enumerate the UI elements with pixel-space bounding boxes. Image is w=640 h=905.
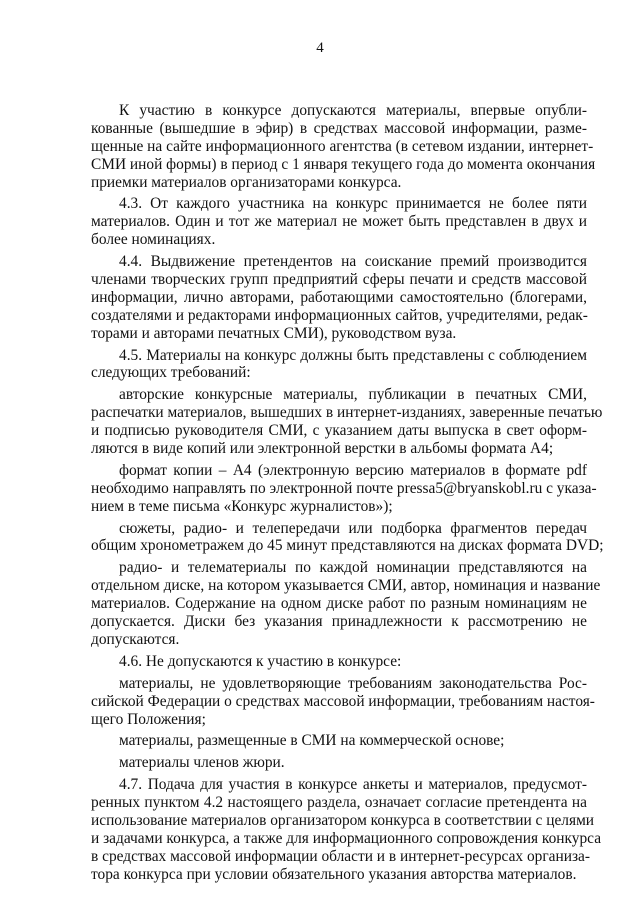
text-line: К участию в конкурсе допускаются материалы, впервые опубли- <box>119 102 587 119</box>
text-line: ренных пунктом 4.2 настоящего раздела, означает согласие претендента на <box>91 794 587 812</box>
text-line: 4.4. Выдвижение претендентов на соискание премий производится <box>119 253 587 271</box>
text-line: 4.5. Материалы на конкурс должны быть представлены с соблюдением <box>119 346 587 364</box>
text-line: допускается. Диски без указания принадлежности к рассмотрению не <box>91 613 587 631</box>
text-line: материалы членов жюри. <box>119 754 285 772</box>
document-body <box>91 102 604 884</box>
text-line: создателями и редакторами информационных сайтов, учредителями, редак- <box>91 306 588 324</box>
text-line: необходимо направлять по электронной почте pressa5@bryanskobl.ru с указа- <box>91 479 597 497</box>
text-line: торами и авторами печатных СМИ), руководством вуза. <box>91 324 457 342</box>
text-line: щего Положения; <box>91 710 206 728</box>
paragraph <box>91 102 596 191</box>
paragraph <box>91 461 597 516</box>
text-line: информации, лично авторами, работающими самостоятельно (блогерами, <box>91 288 587 306</box>
text-line: радио- и телематериалы по каждой номинации представляются на <box>119 559 587 577</box>
text-line: распечатки материалов, вышедших в интернет-изданиях, заверенные печатью <box>91 404 603 422</box>
text-line: авторские конкурсные материалы, публикации в печатных СМИ, <box>119 386 587 404</box>
text-line: в средствах массовой информации области и в интернет-ресурсах организа- <box>91 847 590 865</box>
paragraph <box>91 195 587 249</box>
text-line: приемки материалов организаторами конкурса. <box>91 173 402 191</box>
text-line: формат копии – А4 (электронную версию материалов в формате pdf <box>119 461 587 479</box>
paragraph <box>91 653 587 671</box>
text-line: более номинациях. <box>91 231 216 249</box>
text-line: членами творческих групп предприятий сферы печати и средств массовой <box>91 271 587 289</box>
paragraph <box>91 559 601 648</box>
text-line: тора конкурса при условии обязательного указания авторства материалов. <box>91 865 577 883</box>
text-line: щенные на сайте информационного агентства (в сетевом издании, интернет- <box>91 137 594 155</box>
text-line: ляются в виде копий или электронной верстки в альбомы формата А4; <box>91 440 554 458</box>
text-line: 4.7. Подача для участия в конкурсе анкеты и материалов, предусмот- <box>119 776 587 794</box>
page-number: 4 <box>316 40 324 56</box>
text-line: отдельном диске, на котором указывается СМИ, автор, номинация и название <box>91 577 601 595</box>
text-line: следующих требований: <box>91 364 251 382</box>
text-line: и задачами конкурса, а также для информационного сопровождения конкурса <box>91 829 602 847</box>
text-line: общим хронометражем до 45 минут представляются на дисках формата DVD; <box>91 537 604 555</box>
text-line: и подписью руководителя СМИ, с указанием даты выпуска в свет оформ- <box>91 422 587 440</box>
text-line: материалов. Содержание на одном диске работ по разным номинациям не <box>91 595 587 613</box>
text-line: материалы, размещенные в СМИ на коммерческой основе; <box>119 732 505 750</box>
text-line: сийской Федерации о средствах массовой информации, требованиям настоя- <box>91 692 595 710</box>
text-line: 4.6. Не допускаются к участию в конкурсе: <box>119 652 402 670</box>
text-line: использование материалов организатором конкурса в соответствии с целями <box>91 811 595 829</box>
paragraph <box>91 732 587 750</box>
text-line: нием в теме письма «Конкурс журналистов»); <box>91 497 393 515</box>
paragraph <box>91 253 587 342</box>
paragraph <box>91 347 587 383</box>
text-line: материалы, не удовлетворяющие требованиям законодательства Рос- <box>119 674 587 692</box>
text-line: сюжеты, радио- и телепередачи или подборка фрагментов передач <box>119 519 587 537</box>
paragraph <box>91 674 595 729</box>
text-line: допускаются. <box>91 630 180 648</box>
paragraph <box>91 519 604 556</box>
text-line: кованные (вышедшие в эфир) в средствах массовой информации, разме- <box>91 119 587 137</box>
text-line: СМИ иной формы) в период с 1 января текущего года до момента окончания <box>91 155 596 173</box>
paragraph <box>91 386 603 458</box>
paragraph <box>91 776 602 883</box>
text-line: материалов. Один и тот же материал не может быть представлен в двух и <box>91 213 587 231</box>
text-line: 4.3. От каждого участника на конкурс принимается не более пяти <box>119 195 587 213</box>
paragraph <box>91 754 587 772</box>
